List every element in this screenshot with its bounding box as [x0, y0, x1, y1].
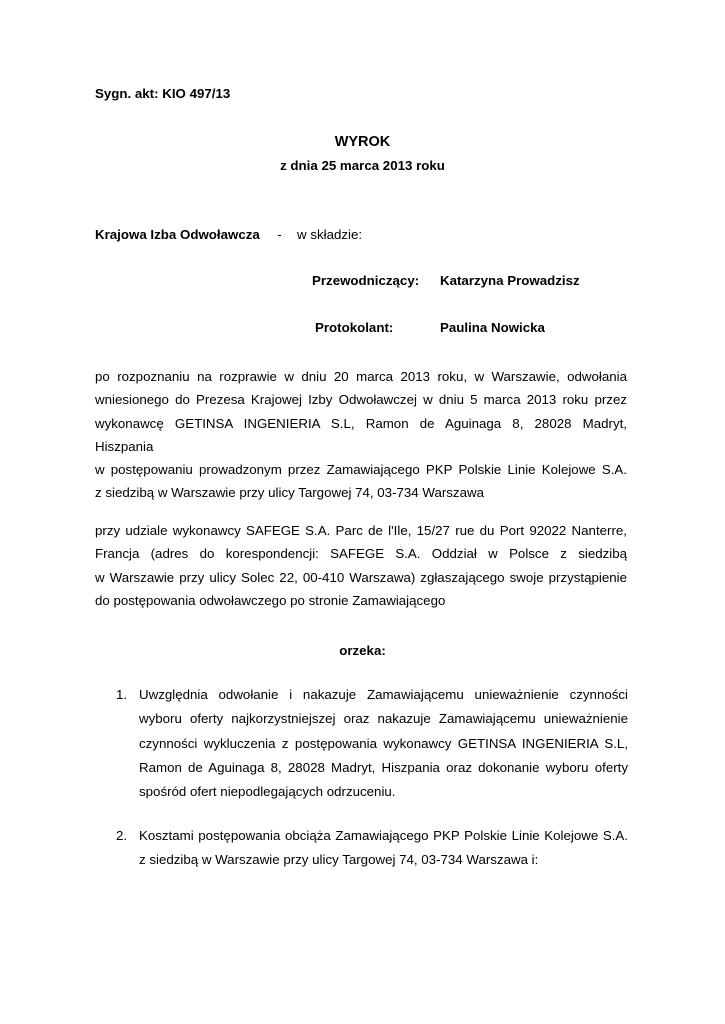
paragraph-line: wniesionego do Prezesa Krajowej Izby Odwoławczej w dniu 5 marca 2013 roku przez: [95, 392, 627, 408]
panel-line: [95, 227, 362, 242]
ruling-item-number: 2.: [116, 828, 128, 843]
panel-composition-label: w składzie:: [297, 227, 363, 242]
paragraph-line: do postępowania odwoławczego po stronie Zamawiającego: [95, 592, 446, 608]
case-signature: Sygn. akt: KIO 497/13: [95, 86, 231, 101]
paragraph-line: przy udziale wykonawcy SAFEGE S.A. Parc de l'Ile, 15/27 rue du Port 92022 Nanterre,: [95, 523, 627, 538]
panel-separator: -: [277, 227, 282, 242]
clerk-name: Paulina Nowicka: [440, 320, 545, 335]
ruling-item-number: 1.: [116, 687, 128, 702]
paragraph-line: w postępowaniu prowadzonym przez Zamawiającego PKP Polskie Linie Kolejowe S.A.: [95, 462, 627, 478]
paragraph-line: Hiszpania: [95, 438, 154, 454]
adjudicating-body: Krajowa Izba Odwoławcza: [95, 227, 260, 242]
ruling-item-line: z siedzibą w Warszawie przy ulicy Targowej 74, 03-734 Warszawa i:: [139, 852, 539, 868]
ruling-item-line: Ramon de Aguinaga 8, 28028 Madryt, Hiszpania oraz dokonanie wyboru oferty: [139, 759, 628, 775]
paragraph-line: w Warszawie przy ulicy Solec 22, 00-410 Warszawa) zgłaszającego swoje przystąpienie: [95, 569, 627, 585]
ruling-item-line: Uwzględnia odwołanie i nakazuje Zamawiającemu unieważnienie czynności: [139, 687, 628, 702]
participation-paragraph: [95, 519, 627, 612]
paragraph-line: wykonawcę GETINSA INGENIERIA S.L, Ramon de Aguinaga 8, 28028 Madryt,: [95, 415, 627, 431]
paragraph-line: po rozpoznaniu na rozprawie w dniu 20 marca 2013 roku, w Warszawie, odwołania: [95, 369, 627, 384]
ruling-item-line: wyboru oferty najkorzystniejszej oraz nakazuje Zamawiającemu unieważnienie: [139, 711, 628, 727]
ruling-heading: orzeka:: [339, 643, 386, 658]
paragraph-line: z siedzibą w Warszawie przy ulicy Targowej 74, 03-734 Warszawa: [95, 485, 484, 501]
ruling-item-line: Kosztami postępowania obciąża Zamawiającego PKP Polskie Linie Kolejowe S.A.: [139, 828, 628, 843]
paragraph-line: Francja (adres do korespondencji: SAFEGE S.A. Oddział w Polsce z siedzibą: [95, 546, 627, 562]
document-date: z dnia 25 marca 2013 roku: [280, 158, 445, 173]
clerk-label: Protokolant:: [315, 320, 394, 335]
ruling-item-line: spośród ofert niepodlegających odrzuceniu.: [139, 784, 396, 800]
intro-paragraph: [95, 365, 627, 505]
chair-name: Katarzyna Prowadzisz: [440, 273, 580, 288]
chair-label: Przewodniczący:: [312, 273, 420, 288]
document-title: WYROK: [334, 134, 391, 150]
ruling-item-line: czynności wykluczenia z postępowania wykonawcy GETINSA INGENIERIA S.L,: [139, 735, 628, 751]
